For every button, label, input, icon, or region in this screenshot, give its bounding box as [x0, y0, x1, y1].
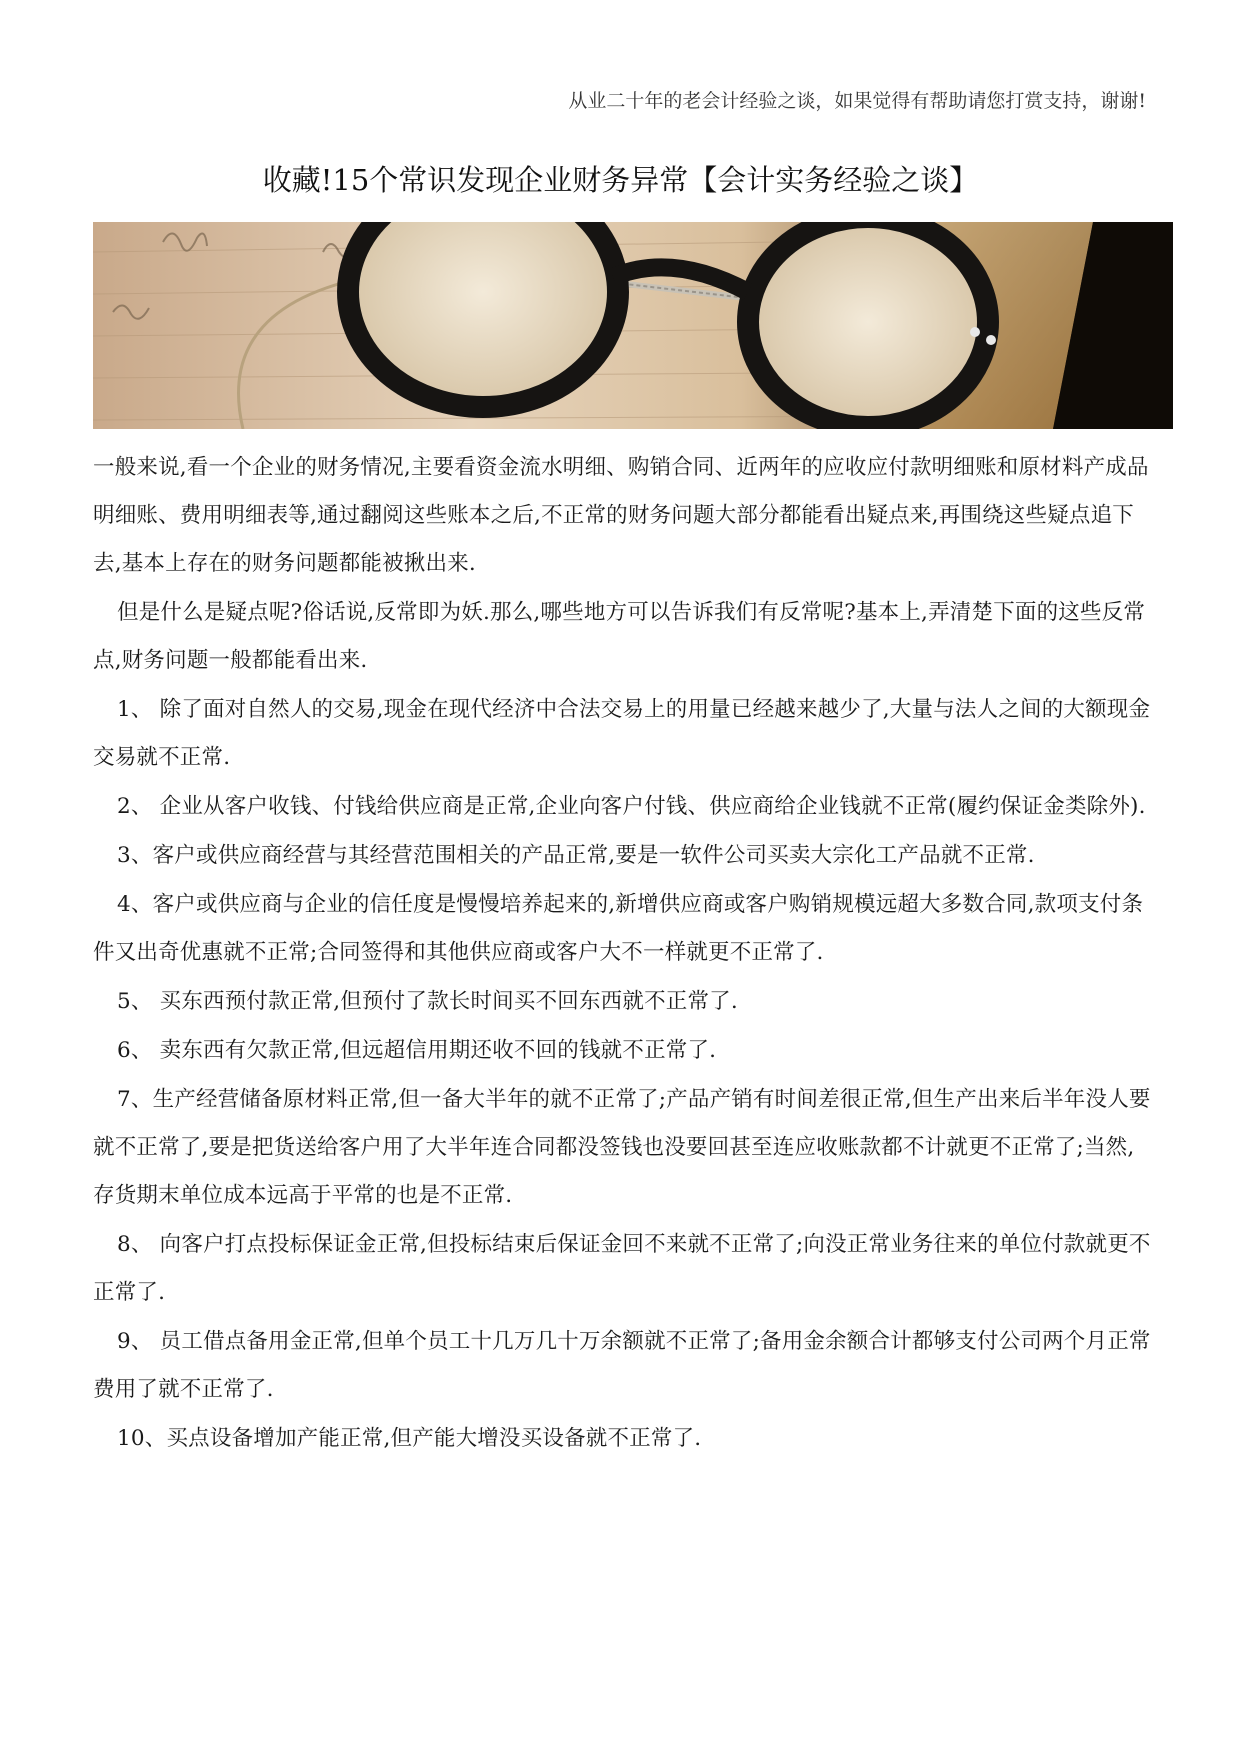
list-item-number: 8、 — [117, 1232, 153, 1257]
intro-paragraph: 一般来说,看一个企业的财务情况,主要看资金流水明细、购销合同、近两年的应收应付款明细账和原材料产成品明细账、费用明细表等,通过翻阅这些账本之后,不正常的财务问题大部分都能看出疑点来,再围绕这些疑点追下去,基本上存在的财务问题都能被揪出来. — [93, 455, 1149, 576]
list-item-number: 9、 — [117, 1329, 153, 1354]
list-item — [93, 1318, 1151, 1414]
list-item-text: 企业从客户收钱、付钱给供应商是正常,企业向客户付钱、供应商给企业钱就不正常(履约保证金类除外). — [152, 794, 1146, 819]
list-item-number: 6、 — [117, 1038, 153, 1063]
list-item-number: 2、 — [117, 794, 153, 819]
list-item-text: 客户或供应商经营与其经营范围相关的产品正常,要是一软件公司买卖大宗化工产品就不正常. — [152, 843, 1035, 868]
list-item — [93, 686, 1151, 782]
list-item-text: 生产经营储备原材料正常,但一备大半年的就不正常了;产品产销有时间差很正常,但生产出来后半年没人要就不正常了,要是把货送给客户用了大半年连合同都没签钱也没要回甚至连应收账款都不计就更不正常了;当然,存货期末单位成本远高于平常的也是不正常. — [93, 1087, 1151, 1208]
intro-paragraph: 但是什么是疑点呢?俗话说,反常即为妖.那么,哪些地方可以告诉我们有反常呢?基本上,弄清楚下面的这些反常点,财务问题一般都能看出来. — [93, 600, 1146, 673]
list-item-text: 买东西预付款正常,但预付了款长时间买不回东西就不正常了. — [152, 989, 738, 1014]
list-item — [93, 1027, 1151, 1075]
list-item-number: 7、 — [117, 1087, 153, 1112]
list-item-text: 卖东西有欠款正常,但远超信用期还收不回的钱就不正常了. — [152, 1038, 717, 1063]
list-item-text: 客户或供应商与企业的信任度是慢慢培养起来的,新增供应商或客户购销规模远超大多数合同,款项支付条件又出奇优惠就不正常;合同签得和其他供应商或客户大不一样就更不正常了. — [93, 892, 1144, 965]
list-item-number: 10、 — [117, 1426, 167, 1451]
list-item-number: 4、 — [117, 892, 153, 917]
article-body — [93, 444, 1151, 1464]
banner-image — [93, 222, 1173, 429]
list-item — [93, 1221, 1151, 1317]
list-item-text: 员工借点备用金正常,但单个员工十几万几十万余额就不正常了;备用金余额合计都够支付公司两个月正常费用了就不正常了. — [93, 1329, 1151, 1402]
list-item-text: 除了面对自然人的交易,现金在现代经济中合法交易上的用量已经越来越少了,大量与法人之间的大额现金交易就不正常. — [93, 697, 1151, 770]
list-item-text: 买点设备增加产能正常,但产能大增没买设备就不正常了. — [166, 1426, 702, 1451]
list-item — [93, 1415, 1151, 1463]
list-item — [93, 881, 1151, 977]
header-note: 从业二十年的老会计经验之谈，如果觉得有帮助请您打赏支持，谢谢! — [568, 90, 1146, 112]
document-title: 收藏!15个常识发现企业财务异常【会计实务经验之谈】 — [262, 163, 979, 197]
list-item-number: 3、 — [117, 843, 153, 868]
list-item — [93, 832, 1151, 880]
list-item-number: 1、 — [117, 697, 153, 722]
list-item — [93, 978, 1151, 1026]
list-item — [93, 783, 1151, 831]
glasses-on-ledger-photo-icon — [93, 222, 1173, 429]
list-item-text: 向客户打点投标保证金正常,但投标结束后保证金回不来就不正常了;向没正常业务往来的单位付款就更不正常了. — [93, 1232, 1151, 1305]
list-item-number: 5、 — [117, 989, 153, 1014]
list-item — [93, 1076, 1151, 1220]
